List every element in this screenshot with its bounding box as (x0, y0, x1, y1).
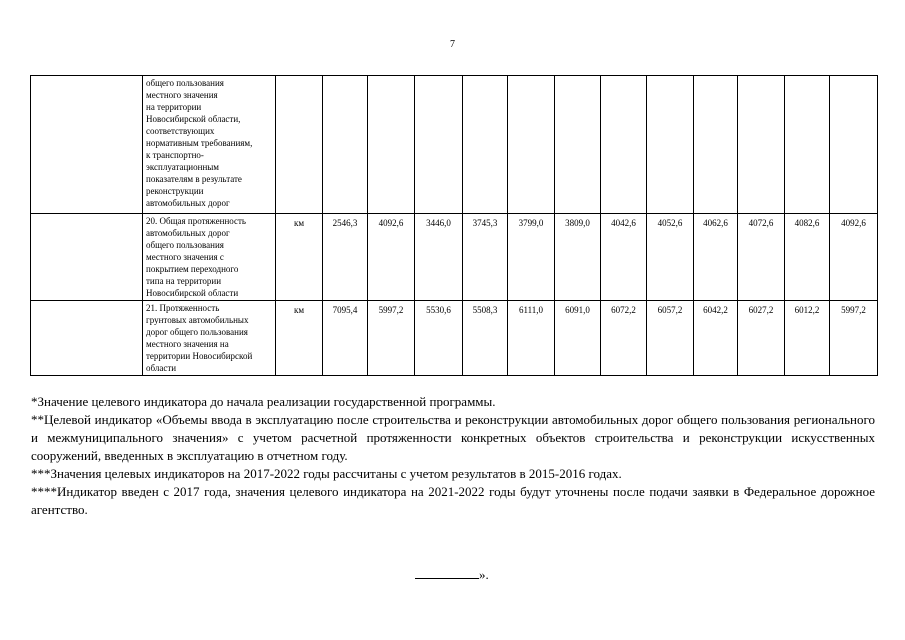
value-cell (508, 76, 555, 214)
table-cell-index (31, 301, 143, 376)
value-cell: 3446,0 (415, 214, 463, 301)
value-cell (830, 76, 878, 214)
value-cell: 5997,2 (830, 301, 878, 376)
value-cell: 6057,2 (647, 301, 694, 376)
footnote-2: **Целевой индикатор «Объемы ввода в эксплуатацию после строительства и реконструкции автомобильных дорог общего пользования регионального и межмуниципального значения» с учетом расчетной протяженности конкретных объектов строительства и реконструкции искусственных сооружений, введенных в эксплуатацию в отчетном году. (31, 412, 875, 463)
table-row (31, 301, 878, 376)
closing-mark (415, 566, 489, 583)
value-cell: 4052,6 (647, 214, 694, 301)
value-cell: 6012,2 (785, 301, 830, 376)
signature-line (415, 566, 479, 579)
value-cell: 4082,6 (785, 214, 830, 301)
footnote-4: ****Индикатор введен с 2017 года, значения целевого индикатора на 2021-2022 годы будут уточнены после подачи заявки в Федеральное дорожное агентство. (31, 484, 875, 517)
value-cell (738, 76, 785, 214)
value-cell: 4092,6 (830, 214, 878, 301)
value-cell: 3809,0 (555, 214, 601, 301)
value-cell: 3799,0 (508, 214, 555, 301)
footnote-1: *Значение целевого индикатора до начала реализации государственной программы. (31, 394, 496, 409)
value-cell: 5508,3 (463, 301, 508, 376)
value-cell: 4042,6 (601, 214, 647, 301)
value-cell: 5997,2 (368, 301, 415, 376)
value-cell: 6091,0 (555, 301, 601, 376)
value-cell: 6027,2 (738, 301, 785, 376)
value-cell: 4092,6 (368, 214, 415, 301)
value-cell (368, 76, 415, 214)
value-cell: 4072,6 (738, 214, 785, 301)
table-row (31, 76, 878, 214)
closing-quote: ». (479, 567, 489, 582)
table-cell-index (31, 76, 143, 214)
value-cell: 3745,3 (463, 214, 508, 301)
value-cell (785, 76, 830, 214)
footnotes (31, 393, 875, 519)
page-number: 7 (450, 39, 455, 50)
value-cell (463, 76, 508, 214)
unit-cell: км (276, 214, 323, 301)
value-cell: 4062,6 (694, 214, 738, 301)
indicators-table (30, 75, 878, 376)
indicator-name: общего пользования местного значения на территории Новосибирской области, соответствующих нормативным требованиям, к транспортно- эксплуатационным показателям в результате реконструкции автомобильных дорог (143, 76, 276, 214)
value-cell (323, 76, 368, 214)
value-cell: 6072,2 (601, 301, 647, 376)
footnote-3: ***Значения целевых индикаторов на 2017-2022 годы рассчитаны с учетом результатов в 2015-2016 годах. (31, 466, 622, 481)
table-cell-index (31, 214, 143, 301)
indicator-name: 20. Общая протяженность автомобильных дорог общего пользования местного значения с покрытием переходного типа на территории Новосибирской области (143, 214, 276, 301)
value-cell (601, 76, 647, 214)
value-cell (555, 76, 601, 214)
unit-cell: км (276, 301, 323, 376)
value-cell (647, 76, 694, 214)
value-cell (694, 76, 738, 214)
value-cell: 7095,4 (323, 301, 368, 376)
value-cell: 6111,0 (508, 301, 555, 376)
value-cell: 2546,3 (323, 214, 368, 301)
value-cell: 5530,6 (415, 301, 463, 376)
value-cell (415, 76, 463, 214)
indicator-name: 21. Протяженность грунтовых автомобильных дорог общего пользования местного значения на территории Новосибирской области (143, 301, 276, 376)
value-cell: 6042,2 (694, 301, 738, 376)
unit-cell (276, 76, 323, 214)
table-row (31, 214, 878, 301)
